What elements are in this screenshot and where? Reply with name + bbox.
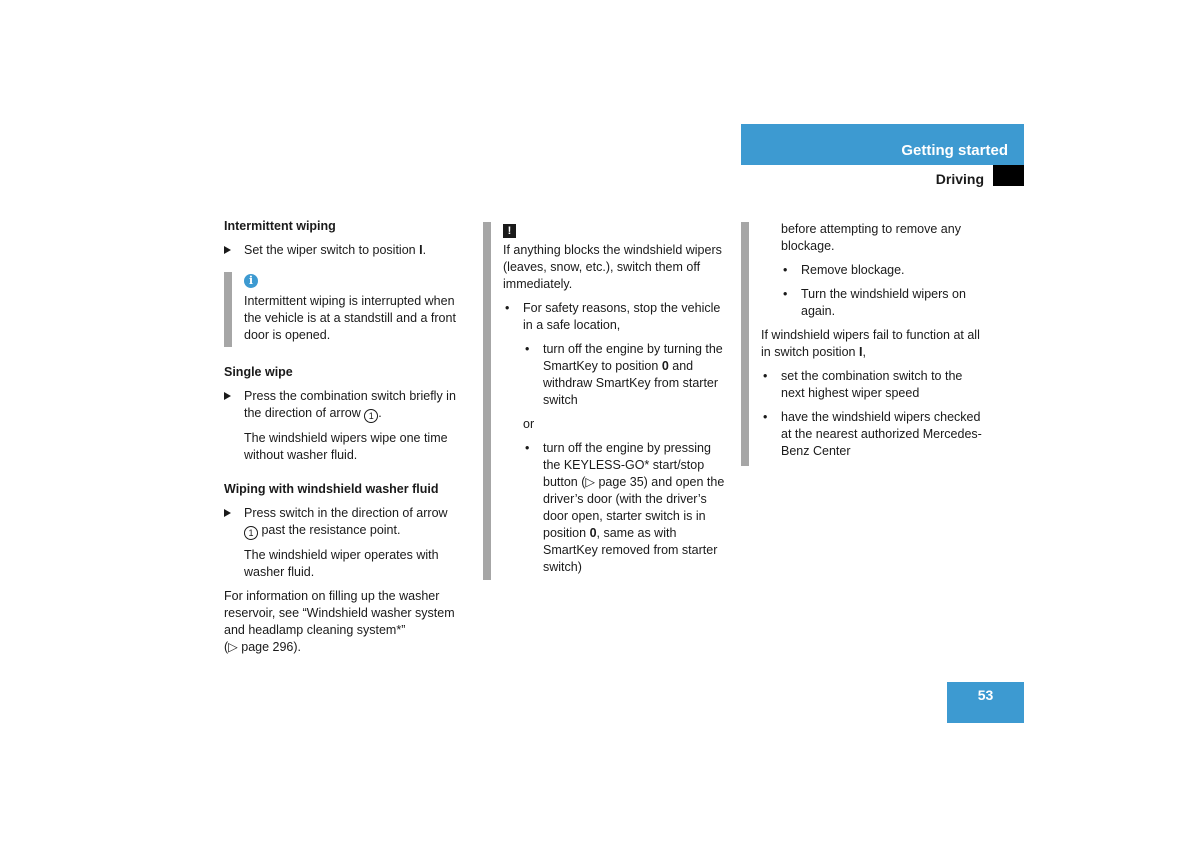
step-arrow-icon [224,246,231,254]
column-1 [224,218,464,259]
heading-intermittent-wiping: Intermittent wiping [224,219,336,233]
note-bar [224,272,232,347]
warning-bar-continued [741,222,749,466]
step-arrow-icon [224,392,231,400]
list-item: • Remove blockage. [783,263,905,277]
note-block [244,272,466,344]
heading-single-wipe: Single wipe [224,365,293,379]
info-icon: i [244,274,258,288]
section-header-bar [741,124,1024,165]
page-reference[interactable]: (▷ page 296). [224,640,302,654]
fail-paragraph: If windshield wipers fail to function at all in switch position I, [761,328,980,359]
warning-bar [483,222,491,580]
step-result: The windshield wipers wipe one time without washer fluid. [244,431,448,462]
list-item: • turn off the engine by turning the SmartKey to position 0 and withdraw SmartKey from starter switch [525,342,723,407]
info-paragraph: For information on filling up the washer reservoir, see “Windshield washer system and headlamp cleaning system*” (▷ page 296). [224,589,455,654]
page-number: 53 [947,682,1024,723]
arrow-number-icon: 1 [364,409,378,423]
step-result: The windshield wiper operates with washer fluid. [244,548,439,579]
list-item: • Turn the windshield wipers on again. [783,287,966,318]
subsection-title: Driving [935,171,984,187]
list-item: • turn off the engine by pressing the KEYLESS-GO* start/stop button (▷ page 35) and open the driver’s door (with the driver’s door open, starter switch is in position 0, same as with SmartKey removed from starter switch) [525,441,725,574]
step-arrow-icon [224,509,231,517]
section-title: Getting started [901,142,1008,159]
or-text: or [523,417,535,431]
note-text: Intermittent wiping is interrupted when the vehicle is at a standstill and a front door is opened. [244,294,456,342]
column-1-cont [224,364,464,656]
arrow-number-icon: 1 [244,526,258,540]
step-press-resistance: Press switch in the direction of arrow 1 past the resistance point. [224,505,464,540]
list-item: • have the windshield wipers checked at the nearest authorized Mercedes-Benz Center [763,410,982,458]
column-3 [761,221,986,460]
list-item: • For safety reasons, stop the vehicle in a safe location, [505,301,721,332]
list-item: • set the combination switch to the next highest wiper speed [763,369,963,400]
warning-continued: before attempting to remove any blockage. [781,222,961,253]
column-2 [503,222,725,576]
step-set-wiper: Set the wiper switch to position I. [224,242,464,259]
warning-icon: ! [503,224,516,238]
warning-intro: If anything blocks the windshield wipers (leaves, snow, etc.), switch them off immediately. [503,243,722,291]
heading-washer-fluid: Wiping with windshield washer fluid [224,482,439,496]
subsection-marker [993,165,1024,186]
step-press-switch: Press the combination switch briefly in the direction of arrow 1 . [224,388,464,423]
